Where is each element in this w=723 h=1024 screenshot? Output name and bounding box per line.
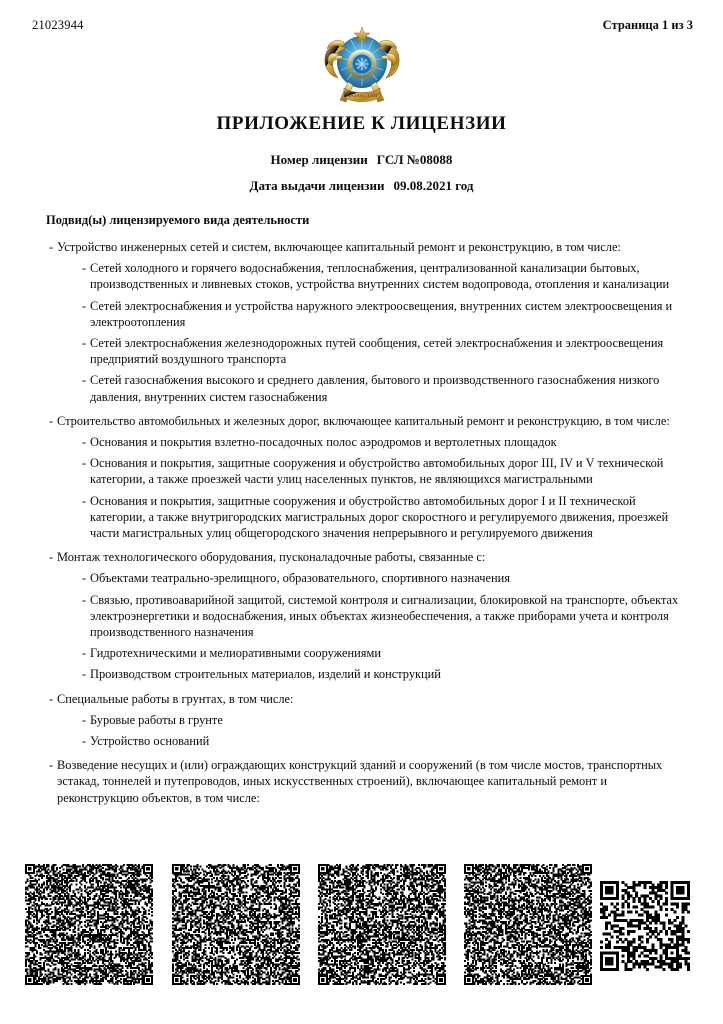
bullet-dash-icon: -: [49, 758, 54, 773]
bullet-dash-icon: -: [82, 298, 87, 313]
list-item: [46, 666, 696, 682]
list-item-text: Возведение несущих и (или) ограждающих конструкций зданий и сооружений (в том числе мостов, транспортных эстакад, тоннелей и путепроводов, иных искусственных строений), включающее капитальный ремонт и реконструкцию объектов, в том числе:: [57, 758, 663, 805]
section-heading: Подвид(ы) лицензируемого вида деятельности: [46, 213, 310, 227]
list-item-text: Производством строительных материалов, изделий и конструкций: [90, 667, 441, 682]
list-spacer: [46, 406, 696, 413]
bullet-dash-icon: -: [82, 646, 87, 661]
list-item: [46, 335, 696, 367]
list-spacer: [46, 750, 696, 757]
bullet-dash-icon: -: [82, 712, 87, 727]
datamatrix-block-3: [318, 864, 446, 985]
datamatrix-block-1: [25, 864, 153, 985]
bullet-dash-icon: -: [49, 240, 54, 254]
bullet-dash-icon: -: [82, 493, 87, 508]
document-number: 21023944: [32, 18, 84, 32]
list-item: [46, 712, 696, 728]
list-item: [46, 298, 696, 330]
list-item: [46, 691, 696, 707]
codes-area: [0, 860, 723, 995]
license-number-value: ГСЛ №08088: [376, 152, 453, 167]
license-number-line: [0, 152, 723, 168]
page-counter: Страница 1 из 3: [602, 18, 693, 32]
list-item: [46, 260, 696, 292]
qr-code-verification[interactable]: [600, 881, 690, 971]
list-item: [46, 455, 696, 487]
bullet-dash-icon: -: [49, 413, 54, 428]
page-title: ПРИЛОЖЕНИЕ К ЛИЦЕНЗИИ: [216, 113, 507, 134]
list-item-text: Связью, противоаварийной защитой, системой контроля и сигнализации, блокировкой на транспорте, объектах электроэнергетики и водоснабжения, иных объектах жизнеобеспечения, а также приборами учета и контроля производственного назначения: [90, 592, 679, 640]
bullet-dash-icon: -: [82, 734, 87, 749]
bullet-dash-icon: -: [82, 336, 87, 351]
list-spacer: [46, 684, 696, 691]
list-item: [46, 733, 696, 749]
bullet-dash-icon: -: [82, 261, 87, 276]
list-item-text: Устройство оснований: [90, 734, 210, 749]
list-item-text: Сетей электроснабжения и устройства наружного электроосвещения, внутренних систем электроосвещения и электроотопления: [90, 298, 673, 329]
bullet-dash-icon: -: [82, 435, 87, 450]
license-date-value: 09.08.2021 год: [393, 178, 474, 193]
bullet-dash-icon: -: [49, 691, 54, 706]
list-item-text: Основания и покрытия взлетно-посадочных полос аэродромов и вертолетных площадок: [90, 435, 557, 450]
bullet-dash-icon: -: [82, 667, 87, 682]
list-item: [46, 372, 696, 404]
list-item-text: Сетей холодного и горячего водоснабжения, теплоснабжения, централизованной канализации бытовых, производственных и ливневых стоков, устройства внутренних систем водопровода, отопления и канализации: [90, 261, 670, 292]
list-item: [46, 493, 696, 542]
list-spacer: [46, 542, 696, 549]
list-item: [46, 570, 696, 586]
bullet-dash-icon: -: [82, 456, 87, 471]
list-item-text: Устройство инженерных сетей и систем, включающее капитальный ремонт и реконструкцию, в том числе:: [57, 240, 621, 254]
bullet-dash-icon: -: [82, 571, 87, 586]
bullet-dash-icon: -: [49, 550, 54, 565]
list-item: [46, 239, 696, 255]
list-item-text: Сетей электроснабжения железнодорожных путей сообщения, сетей электроснабжения и электроосвещения предприятий воздушного транспорта: [90, 336, 664, 367]
list-item-text: Строительство автомобильных и железных дорог, включающее капитальный ремонт и реконструкцию, в том числе:: [57, 413, 670, 428]
list-item-text: Буровые работы в грунте: [90, 712, 223, 727]
activity-subtypes-list: [46, 239, 696, 807]
license-date-label: Дата выдачи лицензии: [249, 178, 385, 193]
list-item-text: Основания и покрытия, защитные сооружения и обустройство автомобильных дорог III, IV и V технической категории, а также проезжей части улиц населенных пунктов, не являющихся магистральными: [90, 456, 664, 487]
datamatrix-block-2: [172, 864, 300, 985]
svg-text:ҚАЗАҚСТАН: ҚАЗАҚСТАН: [346, 93, 377, 99]
list-item: [46, 549, 696, 565]
list-item-text: Гидротехническими и мелиоративными сооружениями: [90, 646, 381, 661]
license-number-label: Номер лицензии: [270, 152, 368, 167]
datamatrix-block-4: [464, 864, 592, 985]
list-item: [46, 645, 696, 661]
list-item: [46, 413, 696, 429]
list-item: [46, 434, 696, 450]
list-item: [46, 592, 696, 641]
bullet-dash-icon: -: [82, 592, 87, 607]
license-date-line: [0, 178, 723, 194]
bullet-dash-icon: -: [82, 373, 87, 388]
kazakhstan-coat-of-arms-icon: [320, 18, 404, 108]
list-item-text: Монтаж технологического оборудования, пусконаладочные работы, связанные с:: [57, 550, 486, 565]
list-item-text: Сетей газоснабжения высокого и среднего давления, бытового и производственного газоснабжения низкого давления, внутренних систем газоснабжения: [90, 373, 660, 404]
list-item-text: Специальные работы в грунтах, в том числе:: [57, 691, 294, 706]
list-item-text: Объектами театрально-зрелищного, образовательного, спортивного назначения: [90, 571, 510, 586]
list-item-text: Основания и покрытия, защитные сооружения и обустройство автомобильных дорог I и II технической категории, а также внутригородских магистральных дорог скоростного и регулируемого движения, проезжей части магистральных улиц общегородского значения непрерывного и регулируемого движения: [90, 493, 669, 541]
list-item: [46, 757, 696, 806]
